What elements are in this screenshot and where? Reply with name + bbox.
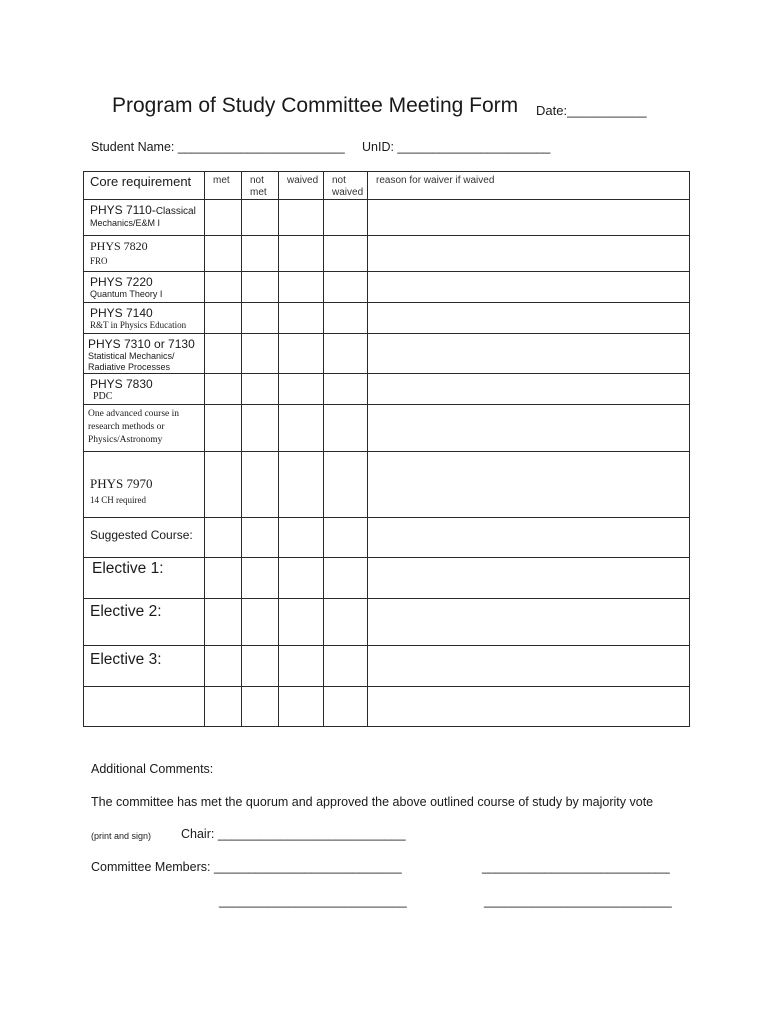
course-cell — [84, 452, 205, 518]
not-waived-checkbox[interactable] — [324, 272, 368, 303]
not-waived-checkbox[interactable] — [324, 200, 368, 236]
not-waived-checkbox[interactable] — [324, 558, 368, 599]
waived-checkbox[interactable] — [279, 405, 324, 452]
member-signature-line[interactable]: ___________________________ — [484, 894, 672, 908]
waived-checkbox[interactable] — [279, 236, 324, 272]
table-row — [84, 452, 690, 518]
waived-checkbox[interactable] — [279, 558, 324, 599]
not-met-checkbox[interactable] — [242, 599, 279, 646]
course-desc-line1: One advanced course in — [88, 409, 180, 419]
not-met-checkbox[interactable] — [242, 452, 279, 518]
course-cell — [84, 200, 205, 236]
header-met: met — [205, 172, 242, 200]
course-cell — [84, 334, 205, 374]
reason-field[interactable] — [368, 272, 690, 303]
table-row — [84, 518, 690, 558]
table-row — [84, 646, 690, 687]
met-checkbox[interactable] — [205, 518, 242, 558]
course-name: Quantum Theory I — [90, 289, 163, 300]
member-signature-line[interactable]: ___________________________ — [219, 894, 407, 908]
not-waived-checkbox[interactable] — [324, 518, 368, 558]
not-met-checkbox[interactable] — [242, 334, 279, 374]
suggested-course-label: Suggested Course: — [84, 518, 205, 558]
course-name: PDC — [93, 391, 113, 403]
unid-field[interactable]: UnID: ______________________ — [362, 140, 551, 154]
course-desc-line2: research methods or — [88, 421, 165, 432]
course-code: PHYS 7220 — [90, 275, 153, 289]
table-header-row — [84, 172, 690, 200]
course-name: 14 CH required — [90, 494, 146, 505]
elective-2-label: Elective 2: — [84, 599, 205, 646]
not-waived-checkbox[interactable] — [324, 646, 368, 687]
course-name: R&T in Physics Education — [90, 320, 187, 331]
reason-field[interactable] — [368, 558, 690, 599]
course-cell — [84, 405, 205, 452]
course-code: PHYS 7830 — [90, 377, 153, 391]
student-name-field[interactable]: Student Name: ________________________ — [91, 140, 345, 154]
table-row — [84, 558, 690, 599]
course-code: PHYS 7140 — [90, 306, 153, 320]
chair-signature-field[interactable]: Chair: ___________________________ — [181, 827, 406, 841]
reason-field[interactable] — [368, 303, 690, 334]
reason-field[interactable] — [368, 646, 690, 687]
course-code: PHYS 7970 — [90, 476, 153, 491]
course-cell — [84, 272, 205, 303]
not-waived-checkbox[interactable] — [324, 405, 368, 452]
course-desc-line3: Physics/Astronomy — [88, 434, 163, 445]
waived-checkbox[interactable] — [279, 303, 324, 334]
header-not-met-line2: met — [250, 187, 267, 198]
waived-checkbox[interactable] — [279, 374, 324, 405]
met-checkbox[interactable] — [205, 687, 242, 727]
met-checkbox[interactable] — [205, 452, 242, 518]
form-title: Program of Study Committee Meeting Form — [112, 94, 519, 117]
course-name-inline: Classical — [155, 206, 196, 217]
course-name: Mechanics/E&M I — [90, 218, 161, 228]
reason-field[interactable] — [368, 599, 690, 646]
not-waived-checkbox[interactable] — [324, 303, 368, 334]
print-and-sign-note: (print and sign) — [91, 831, 152, 841]
not-waived-checkbox[interactable] — [324, 687, 368, 727]
reason-field[interactable] — [368, 334, 690, 374]
approval-statement: The committee has met the quorum and approved the above outlined course of study by majority vote — [91, 795, 654, 809]
header-not-met-line1: not — [250, 175, 264, 186]
table-row — [84, 272, 690, 303]
waived-checkbox[interactable] — [279, 272, 324, 303]
reason-field[interactable] — [368, 687, 690, 727]
header-not-waived — [324, 172, 368, 200]
waived-checkbox[interactable] — [279, 646, 324, 687]
not-met-checkbox[interactable] — [242, 646, 279, 687]
not-met-checkbox[interactable] — [242, 236, 279, 272]
course-code: PHYS 7820 — [90, 239, 148, 253]
member-signature-line[interactable]: ___________________________ — [482, 860, 670, 874]
met-checkbox[interactable] — [205, 599, 242, 646]
additional-comments-label: Additional Comments: — [91, 762, 214, 776]
not-met-checkbox[interactable] — [242, 200, 279, 236]
header-not-met — [242, 172, 279, 200]
met-checkbox[interactable] — [205, 303, 242, 334]
requirements-table — [83, 171, 690, 727]
reason-field[interactable] — [368, 405, 690, 452]
table-row — [84, 334, 690, 374]
table-row — [84, 303, 690, 334]
table-row — [84, 200, 690, 236]
not-met-checkbox[interactable] — [242, 518, 279, 558]
waived-checkbox[interactable] — [279, 452, 324, 518]
not-met-checkbox[interactable] — [242, 303, 279, 334]
reason-field[interactable] — [368, 200, 690, 236]
header-core-requirement: Core requirement — [84, 172, 205, 200]
committee-members-field[interactable]: Committee Members: ___________________________ — [91, 860, 402, 874]
not-met-checkbox[interactable] — [242, 374, 279, 405]
not-met-checkbox[interactable] — [242, 558, 279, 599]
not-waived-checkbox[interactable] — [324, 599, 368, 646]
waived-checkbox[interactable] — [279, 200, 324, 236]
course-name-line2: Radiative Processes — [88, 362, 171, 373]
not-waived-checkbox[interactable] — [324, 452, 368, 518]
waived-checkbox[interactable] — [279, 599, 324, 646]
course-cell — [84, 303, 205, 334]
waived-checkbox[interactable] — [279, 518, 324, 558]
course-name: Statistical Mechanics/ — [88, 351, 175, 362]
not-met-checkbox[interactable] — [242, 687, 279, 727]
table-row — [84, 236, 690, 272]
elective-1-label: Elective 1: — [84, 558, 205, 599]
not-waived-checkbox[interactable] — [324, 236, 368, 272]
course-cell — [84, 236, 205, 272]
elective-3-label: Elective 3: — [84, 646, 205, 687]
reason-field[interactable] — [368, 374, 690, 405]
not-met-checkbox[interactable] — [242, 272, 279, 303]
course-code: PHYS 7110- — [90, 203, 156, 217]
met-checkbox[interactable] — [205, 558, 242, 599]
header-not-waived-line1: not — [332, 175, 346, 186]
reason-field[interactable] — [368, 518, 690, 558]
met-checkbox[interactable] — [205, 374, 242, 405]
course-cell — [84, 374, 205, 405]
met-checkbox[interactable] — [205, 646, 242, 687]
table-row — [84, 687, 690, 727]
not-met-checkbox[interactable] — [242, 405, 279, 452]
table-row — [84, 405, 690, 452]
header-reason: reason for waiver if waived — [368, 172, 690, 200]
table-row — [84, 374, 690, 405]
blank-course-cell[interactable] — [84, 687, 205, 727]
reason-field[interactable] — [368, 452, 690, 518]
header-not-waived-line2: waived — [332, 187, 364, 198]
course-name: FRO — [90, 256, 108, 267]
met-checkbox[interactable] — [205, 405, 242, 452]
met-checkbox[interactable] — [205, 236, 242, 272]
date-field[interactable]: Date:___________ — [536, 103, 647, 118]
waived-checkbox[interactable] — [279, 687, 324, 727]
met-checkbox[interactable] — [205, 334, 242, 374]
reason-field[interactable] — [368, 236, 690, 272]
header-waived: waived — [279, 172, 324, 200]
table-row — [84, 599, 690, 646]
not-waived-checkbox[interactable] — [324, 334, 368, 374]
met-checkbox[interactable] — [205, 272, 242, 303]
waived-checkbox[interactable] — [279, 334, 324, 374]
met-checkbox[interactable] — [205, 200, 242, 236]
not-waived-checkbox[interactable] — [324, 374, 368, 405]
course-code: PHYS 7310 or 7130 — [88, 337, 195, 351]
